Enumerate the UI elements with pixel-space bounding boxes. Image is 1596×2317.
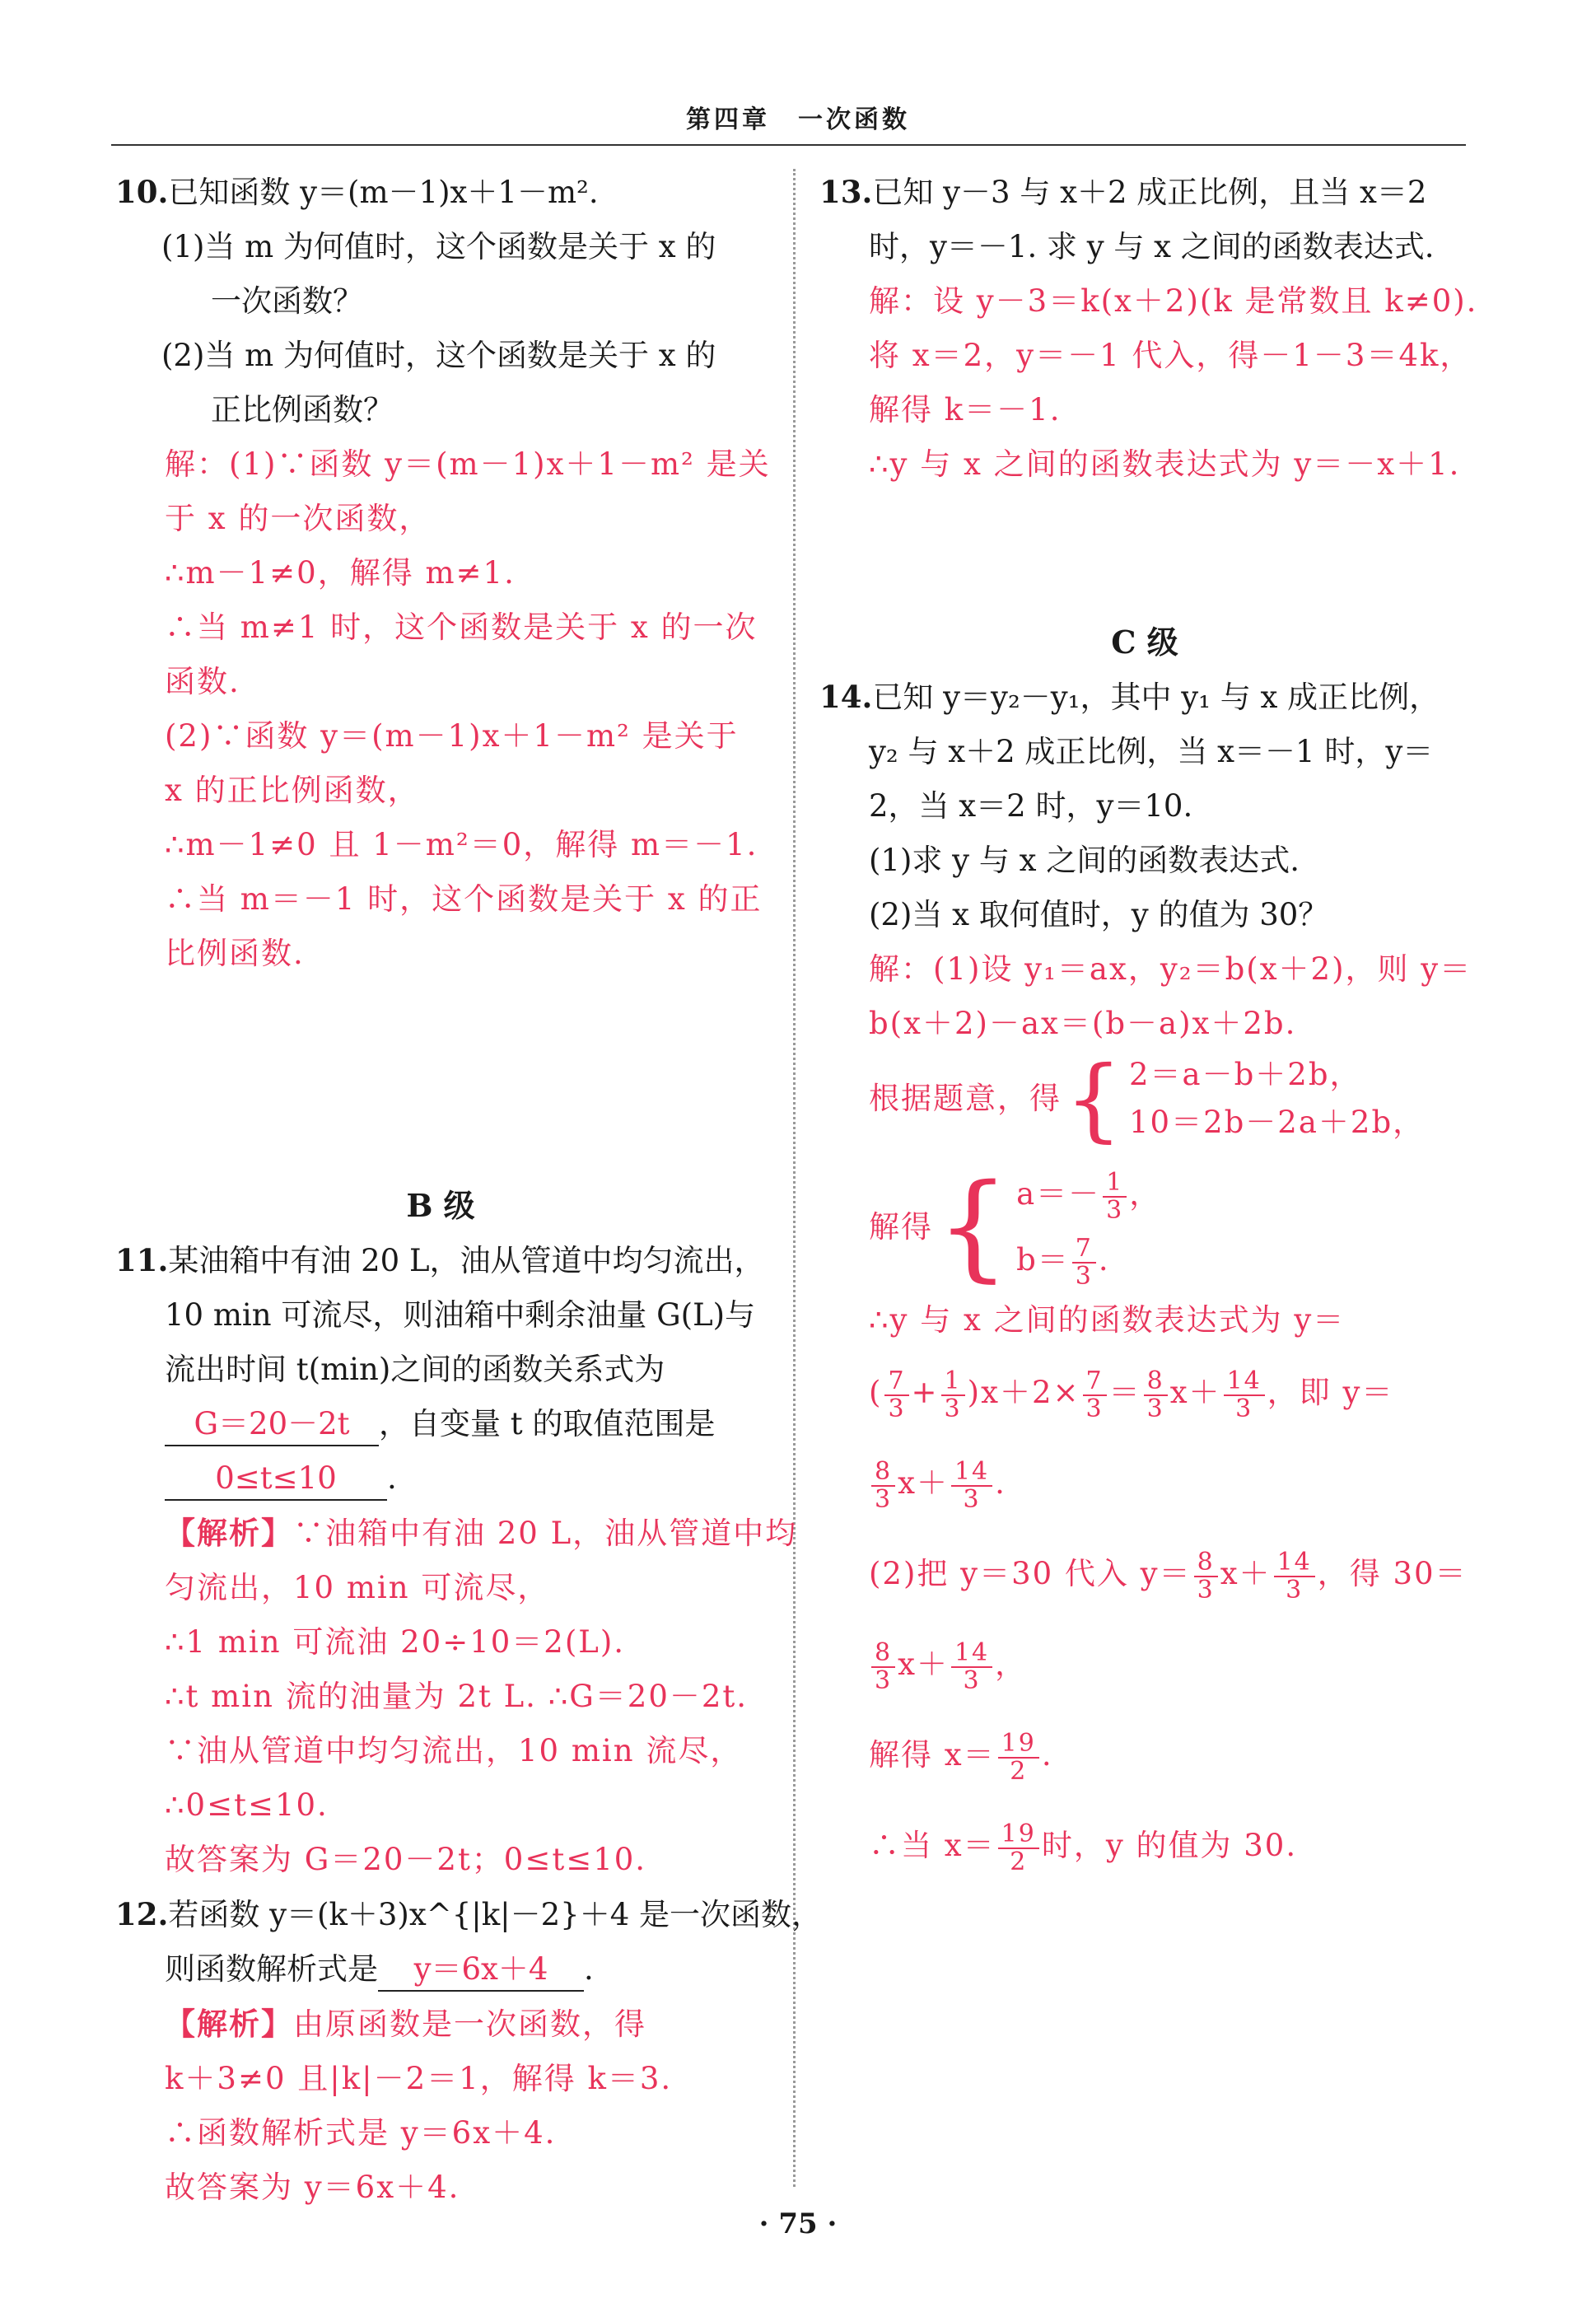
solution-line: 解：(1)∵函数 y＝(m－1)x＋1－m² 是关 bbox=[165, 446, 771, 482]
q14-sol-result: $\frac{8}{3}$ x＋ $\frac{14}{3}$ . bbox=[819, 1438, 1470, 1529]
analysis-line: 【解析】由原函数是一次函数，得 bbox=[165, 2006, 646, 2042]
header-rule bbox=[111, 144, 1466, 146]
q12-line2: 则函数解析式是 y＝6x＋4 . bbox=[115, 1942, 766, 1997]
analysis-tag: 【解析】 bbox=[165, 1515, 293, 1551]
q11-answer-blank-2: 0≤t≤10 bbox=[165, 1458, 387, 1501]
q10-part2: (2)当 m 为何值时，这个函数是关于 x 的 bbox=[161, 338, 716, 373]
level-c-heading: C 级 bbox=[1111, 624, 1178, 661]
q14-part2-sol-line1: (2)把 y＝30 代入 y＝ $\frac{8}{3}$ x＋ $\frac{14}{3}$ ，得 30＝ bbox=[869, 1547, 1468, 1605]
analysis-line: 故答案为 y＝6x＋4. bbox=[165, 2170, 460, 2205]
q14-sol-line2: b(x＋2)－ax＝(b－a)x＋2b. bbox=[869, 1006, 1297, 1041]
q11-line4: G＝20－2t ，自变量 t 的取值范围是 bbox=[115, 1397, 766, 1451]
analysis-line: k＋3≠0 且|k|－2＝1，解得 k＝3. bbox=[165, 2061, 673, 2096]
q14-part2-conclusion: ∴当 x＝ $\frac{19}{2}$ 时，y 的值为 30. bbox=[869, 1819, 1298, 1876]
level-b-heading: B 级 bbox=[406, 1187, 475, 1224]
q14-line2: y₂ 与 x＋2 成正比例，当 x＝－1 时，y＝ bbox=[869, 734, 1434, 769]
q14-part2-sol-line3: 解得 x＝ $\frac{19}{2}$ . bbox=[869, 1728, 1053, 1786]
q14-sol-expression: ( $\frac{7}{3}$ + $\frac{1}{3}$ )x＋2× $\frac{7}{3}$ ＝ $\frac{8}{3}$ x＋ $\frac{14}{3}$ ，即 y＝ bbox=[869, 1366, 1394, 1423]
q10-solution bbox=[115, 437, 771, 981]
solution-line: x 的正比例函数， bbox=[165, 773, 420, 808]
solution-line: ∴当 m＝－1 时，这个函数是关于 x 的正 bbox=[165, 881, 763, 917]
q11-answer-blank-1: G＝20－2t bbox=[165, 1404, 379, 1446]
solution-line: ∴y 与 x 之间的函数表达式为 y＝－x＋1. bbox=[869, 446, 1461, 482]
analysis-line: ∵油从管道中均匀流出，10 min 流尽， bbox=[165, 1733, 743, 1768]
q14-part2: (2)当 x 取何值时，y 的值为 30？ bbox=[869, 897, 1329, 932]
left-brace: { bbox=[936, 1160, 1012, 1294]
solution-line: 将 x＝2，y＝－1 代入，得－1－3＝4k， bbox=[869, 338, 1472, 373]
q14-equation-system: 根据题意，得 { 2＝a－b＋2b， 10＝2b－2a＋2b， bbox=[869, 1046, 1426, 1151]
analysis-line: 【解析】∵油箱中有油 20 L，油从管道中均 bbox=[165, 1515, 798, 1551]
q10-stem: 10.已知函数 y＝(m－1)x＋1－m². bbox=[115, 174, 599, 210]
solution-b: b＝ $\frac{7}{3}$ . bbox=[1016, 1233, 1110, 1291]
q10-part1: (1)当 m 为何值时，这个函数是关于 x 的 bbox=[161, 229, 716, 264]
q11-analysis bbox=[115, 1506, 798, 1887]
q14-sol-conclusion: ∴y 与 x 之间的函数表达式为 y＝ bbox=[869, 1302, 1346, 1338]
q10-part2-cont: 正比例函数？ bbox=[211, 392, 394, 427]
solution-line: 函数. bbox=[165, 664, 240, 699]
solution-line: 解得 k＝－1. bbox=[869, 392, 1062, 427]
q14-sol-line1: 解：(1)设 y₁＝ax，y₂＝b(x＋2)，则 y＝ bbox=[869, 951, 1472, 987]
left-brace: { bbox=[1065, 1046, 1124, 1151]
q13-line1: 13.已知 y－3 与 x＋2 成正比例，且当 x＝2 bbox=[819, 174, 1427, 210]
page-number: · 75 · bbox=[758, 2207, 838, 2240]
q11-line5: 0≤t≤10 . bbox=[115, 1451, 766, 1506]
q13-solution bbox=[819, 274, 1478, 492]
q11-line1: 11.某油箱中有油 20 L，油从管道中均匀流出， bbox=[115, 1242, 765, 1278]
solution-line: (2)∵函数 y＝(m－1)x＋1－m² 是关于 bbox=[165, 718, 739, 754]
q14-line1: 14.已知 y＝y₂－y₁，其中 y₁ 与 x 成正比例， bbox=[819, 679, 1440, 715]
q14-part1: (1)求 y 与 x 之间的函数表达式. bbox=[869, 843, 1300, 878]
q14-part2-sol-line2: $\frac{8}{3}$ x＋ $\frac{14}{3}$ ， bbox=[819, 1619, 1470, 1710]
q11-line2: 10 min 可流尽，则油箱中剩余油量 G(L)与 bbox=[165, 1297, 756, 1333]
left-column bbox=[115, 165, 823, 2215]
q12-analysis bbox=[115, 1997, 766, 2215]
solution-line: ∴m－1≠0，解得 m≠1. bbox=[165, 555, 516, 591]
right-column bbox=[819, 165, 1478, 1891]
column-divider bbox=[793, 169, 796, 2187]
analysis-line: ∴函数解析式是 y＝6x＋4. bbox=[165, 2115, 557, 2151]
analysis-line: ∴t min 流的油量为 2t L. ∴G＝20－2t. bbox=[165, 1679, 749, 1714]
chapter-header: 第四章 一次函数 bbox=[686, 105, 910, 134]
analysis-line: ∴1 min 可流油 20÷10＝2(L). bbox=[165, 1624, 626, 1660]
solution-line: 比例函数. bbox=[165, 936, 305, 971]
solution-line: 解：设 y－3＝k(x＋2)(k 是常数且 k≠0). bbox=[869, 283, 1478, 319]
analysis-line: ∴0≤t≤10. bbox=[165, 1787, 329, 1823]
q11-line3: 流出时间 t(min)之间的函数关系式为 bbox=[165, 1352, 665, 1387]
q14-solution-system: 解得 { a＝－ $\frac{1}{3}$ ， b＝ $\frac{7}{3}$ . bbox=[869, 1160, 1162, 1294]
q13-line2: 时，y＝－1. 求 y 与 x 之间的函数表达式. bbox=[869, 229, 1435, 264]
q12-line1: 12.若函数 y＝(k＋3)x^{|k|－2}＋4 是一次函数， bbox=[115, 1896, 823, 1932]
q14-line3: 2，当 x＝2 时，y＝10. bbox=[869, 788, 1193, 824]
system-eq-2: 10＝2b－2a＋2b， bbox=[1129, 1105, 1426, 1140]
q10-part1-cont: 一次函数？ bbox=[211, 283, 363, 319]
system-eq-1: 2＝a－b＋2b， bbox=[1129, 1057, 1362, 1092]
solution-line: 于 x 的一次函数， bbox=[165, 501, 432, 536]
solution-a: a＝－ $\frac{1}{3}$ ， bbox=[1016, 1167, 1162, 1225]
analysis-line: 匀流出，10 min 可流尽， bbox=[165, 1570, 550, 1605]
solution-line: ∴当 m≠1 时，这个函数是关于 x 的一次 bbox=[165, 610, 758, 645]
analysis-tag: 【解析】 bbox=[165, 2006, 293, 2042]
q12-answer-blank: y＝6x＋4 bbox=[378, 1949, 584, 1992]
solution-line: ∴m－1≠0 且 1－m²＝0，解得 m＝－1. bbox=[165, 827, 758, 862]
analysis-line: 故答案为 G＝20－2t；0≤t≤10. bbox=[165, 1842, 647, 1877]
